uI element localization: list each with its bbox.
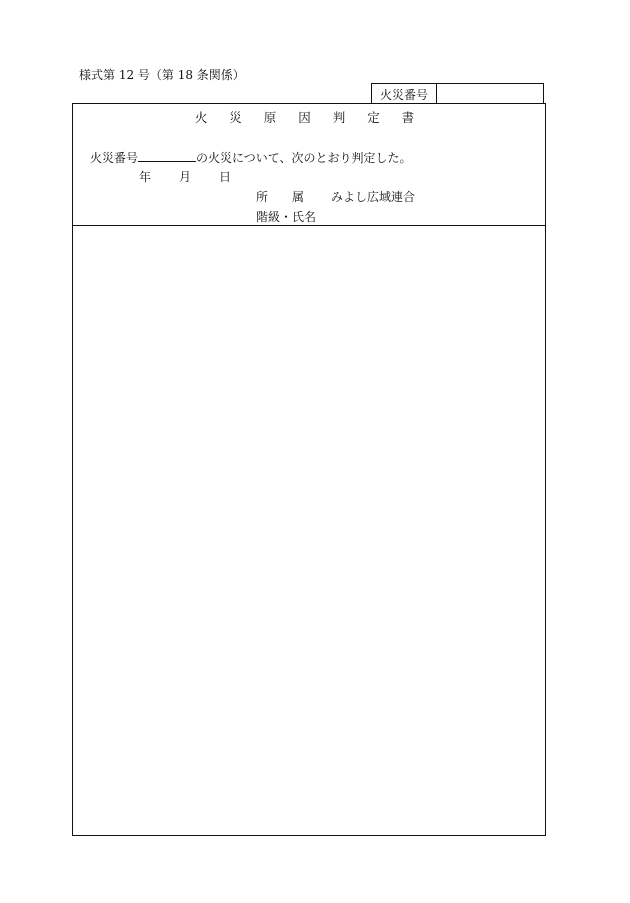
document-title: 火 災 原 因 判 定 書 [194, 110, 424, 125]
day-unit: 日 [219, 170, 232, 184]
fire-number-field[interactable] [437, 84, 543, 104]
rank-name-label: 階級・氏名 [256, 210, 317, 224]
statement-suffix: の火災について、次のとおり判定した。 [196, 151, 412, 165]
date-line [139, 168, 231, 185]
judgment-form [72, 103, 546, 836]
affiliation-value: みよし広域連合 [331, 190, 416, 204]
judgment-body-area[interactable] [73, 226, 545, 835]
month-unit: 月 [179, 170, 192, 184]
affiliation-label: 所 属 [256, 190, 305, 204]
form-number-label: 様式第 12 号（第 18 条関係） [79, 68, 245, 82]
fire-number-box [371, 83, 544, 104]
fire-number-blank[interactable] [138, 150, 196, 162]
fire-number-label: 火災番号 [372, 84, 437, 104]
year-unit: 年 [139, 170, 152, 184]
statement-prefix: 火災番号 [90, 151, 139, 165]
judgment-statement [90, 149, 412, 166]
rank-name-row [256, 208, 316, 225]
affiliation-row [256, 188, 415, 205]
